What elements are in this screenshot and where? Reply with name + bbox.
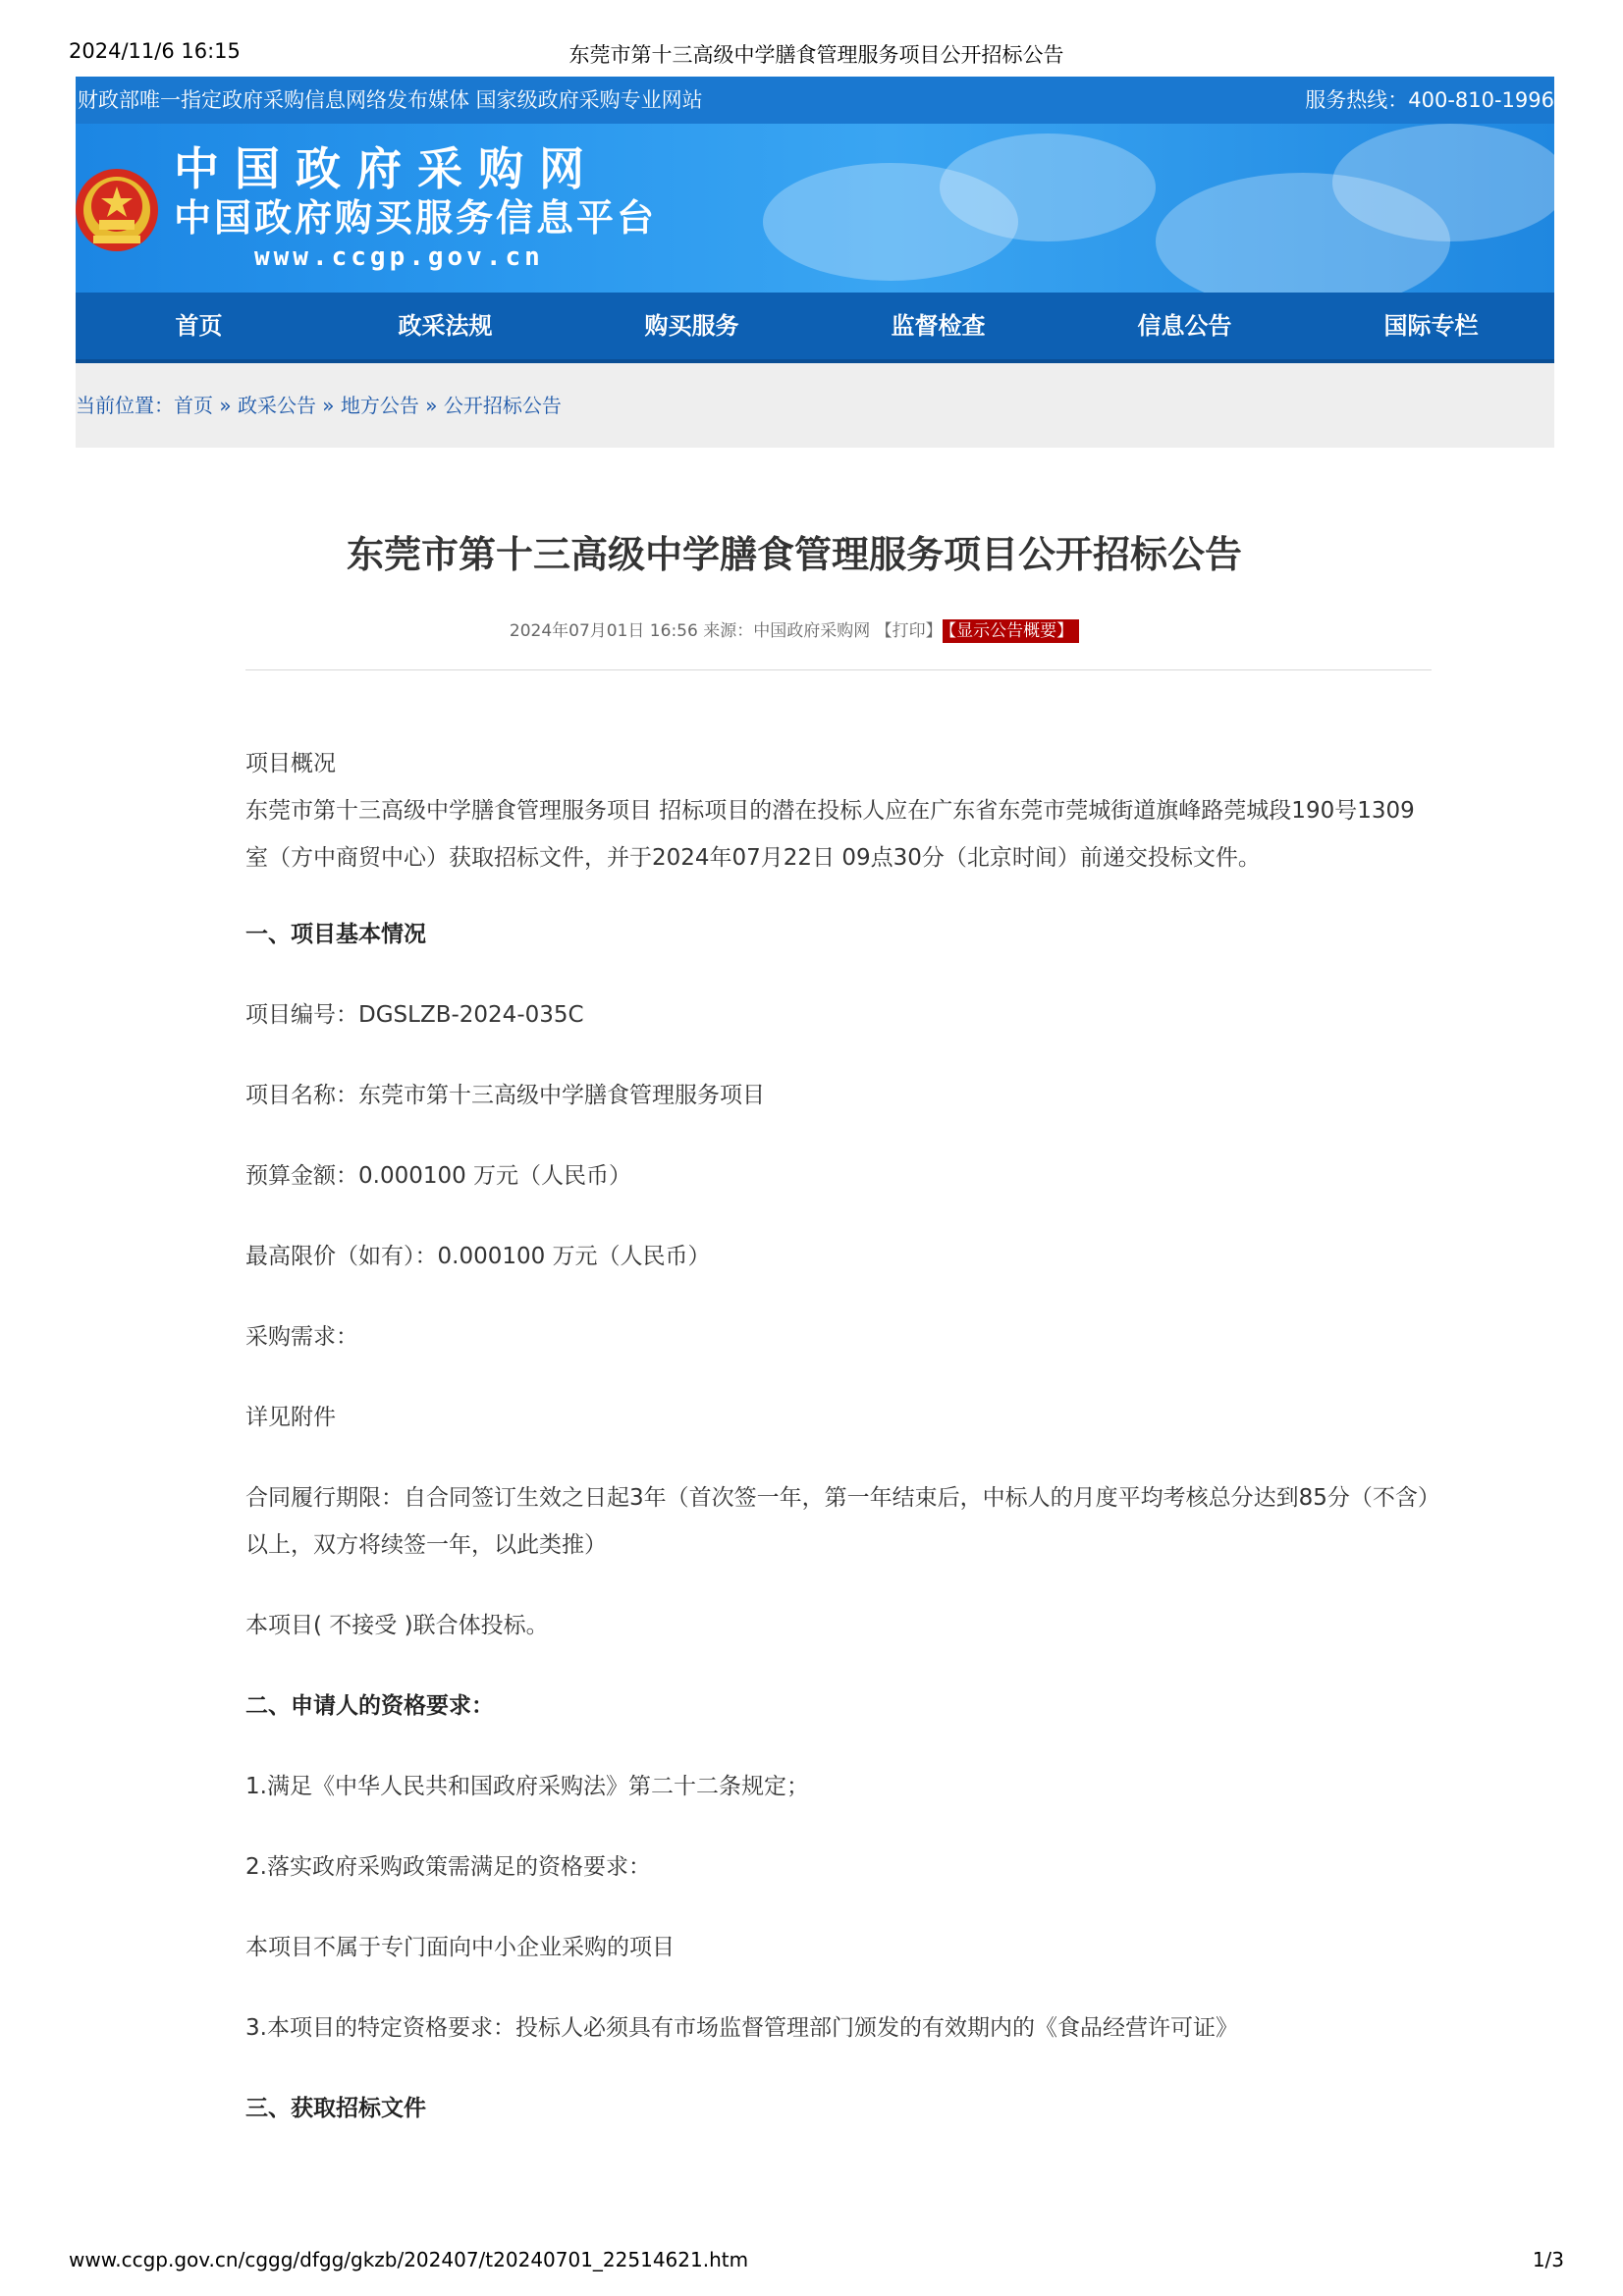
see-attachment: 详见附件 — [245, 1405, 336, 1430]
nav-supervision[interactable]: 监督检查 — [891, 312, 986, 340]
site-banner — [76, 124, 1554, 293]
nav-home[interactable]: 首页 — [175, 312, 223, 340]
show-summary-button[interactable]: 【显示公告概要】 — [943, 619, 1080, 643]
nav-regulations[interactable]: 政采法规 — [398, 312, 493, 340]
article-meta — [0, 616, 1589, 641]
service-hotline: 服务热线：400-810-1996 — [1305, 88, 1554, 112]
breadcrumb-open-tender[interactable]: 公开招标公告 — [443, 394, 562, 417]
top-bar — [76, 77, 1554, 124]
print-header — [69, 39, 1564, 69]
overview-heading: 项目概况 — [245, 751, 336, 776]
max-price: 最高限价（如有）：0.000100 万元（人民币） — [245, 1244, 711, 1269]
requirement-2: 2.落实政府采购政策需满足的资格要求： — [245, 1854, 651, 1880]
logo-url: www.ccgp.gov.cn — [254, 242, 544, 272]
logo-title: 中国政府采购网 — [174, 142, 600, 195]
requirement-3: 3.本项目的特定资格要求：投标人必须具有市场监督管理部门颁发的有效期内的《食品经营许可证》 — [245, 2015, 1238, 2041]
requirement-1: 1.满足《中华人民共和国政府采购法》第二十二条规定； — [245, 1774, 809, 1799]
section-basic-info-heading: 一、项目基本情况 — [245, 922, 426, 947]
nav-announcements[interactable]: 信息公告 — [1137, 312, 1232, 340]
procurement-demand: 采购需求： — [245, 1324, 358, 1350]
print-timestamp: 2024/11/6 16:15 — [69, 39, 241, 63]
breadcrumb-gov-announcements[interactable]: 政采公告 — [237, 394, 316, 417]
breadcrumb-sep: » — [315, 394, 341, 417]
breadcrumb-label: 当前位置： — [76, 394, 174, 417]
site-logo[interactable] — [174, 141, 657, 275]
nav-purchase-services[interactable]: 购买服务 — [644, 312, 739, 340]
article-meta-text[interactable]: 2024年07月01日 16:56 来源：中国政府采购网 【打印】 — [509, 621, 943, 641]
article-body — [245, 740, 1432, 2132]
page-number: 1/3 — [1532, 2248, 1564, 2271]
breadcrumb-home[interactable]: 首页 — [174, 394, 213, 417]
overview-text: 东莞市第十三高级中学膳食管理服务项目 招标项目的潜在投标人应在广东省东莞市莞城街道旗峰路莞城段190号1309室（方中商贸中心）获取招标文件，并于2024年07月22日 09点30分（北京时间）前递交投标文件。 — [245, 798, 1415, 871]
section-qualification-heading: 二、申请人的资格要求： — [245, 1693, 494, 1719]
consortium-note: 本项目( 不接受 )联合体投标。 — [245, 1613, 549, 1638]
breadcrumb-local-announcements[interactable]: 地方公告 — [340, 394, 419, 417]
print-title: 东莞市第十三高级中学膳食管理服务项目公开招标公告 — [568, 43, 1064, 67]
divider — [245, 669, 1432, 670]
contract-term: 合同履行期限：自合同签订生效之日起3年（首次签一年，第一年结束后，中标人的月度平均考核总分达到85分（不含）以上，双方将续签一年，以此类推） — [245, 1485, 1430, 1558]
page-url: www.ccgp.gov.cn/cggg/dfgg/gkzb/202407/t20240701_22514621.htm — [69, 2248, 749, 2271]
requirement-2-detail: 本项目不属于专门面向中小企业采购的项目 — [245, 1935, 675, 1960]
breadcrumb — [76, 363, 1554, 448]
section-obtain-docs-heading: 三、获取招标文件 — [245, 2096, 426, 2121]
breadcrumb-sep: » — [418, 394, 444, 417]
project-name: 项目名称：东莞市第十三高级中学膳食管理服务项目 — [245, 1083, 765, 1108]
article-title: 东莞市第十三高级中学膳食管理服务项目公开招标公告 — [346, 533, 1242, 576]
breadcrumb-sep: » — [213, 394, 238, 417]
logo-subtitle: 中国政府购买服务信息平台 — [174, 196, 658, 240]
project-number: 项目编号：DGSLZB-2024-035C — [245, 1002, 584, 1028]
budget-amount: 预算金额：0.000100 万元（人民币） — [245, 1163, 632, 1189]
site-container — [76, 77, 1554, 448]
main-nav — [76, 293, 1554, 363]
nav-international[interactable]: 国际专栏 — [1383, 312, 1479, 340]
site-slogan: 财政部唯一指定政府采购信息网络发布媒体 国家级政府采购专业网站 — [78, 88, 703, 112]
